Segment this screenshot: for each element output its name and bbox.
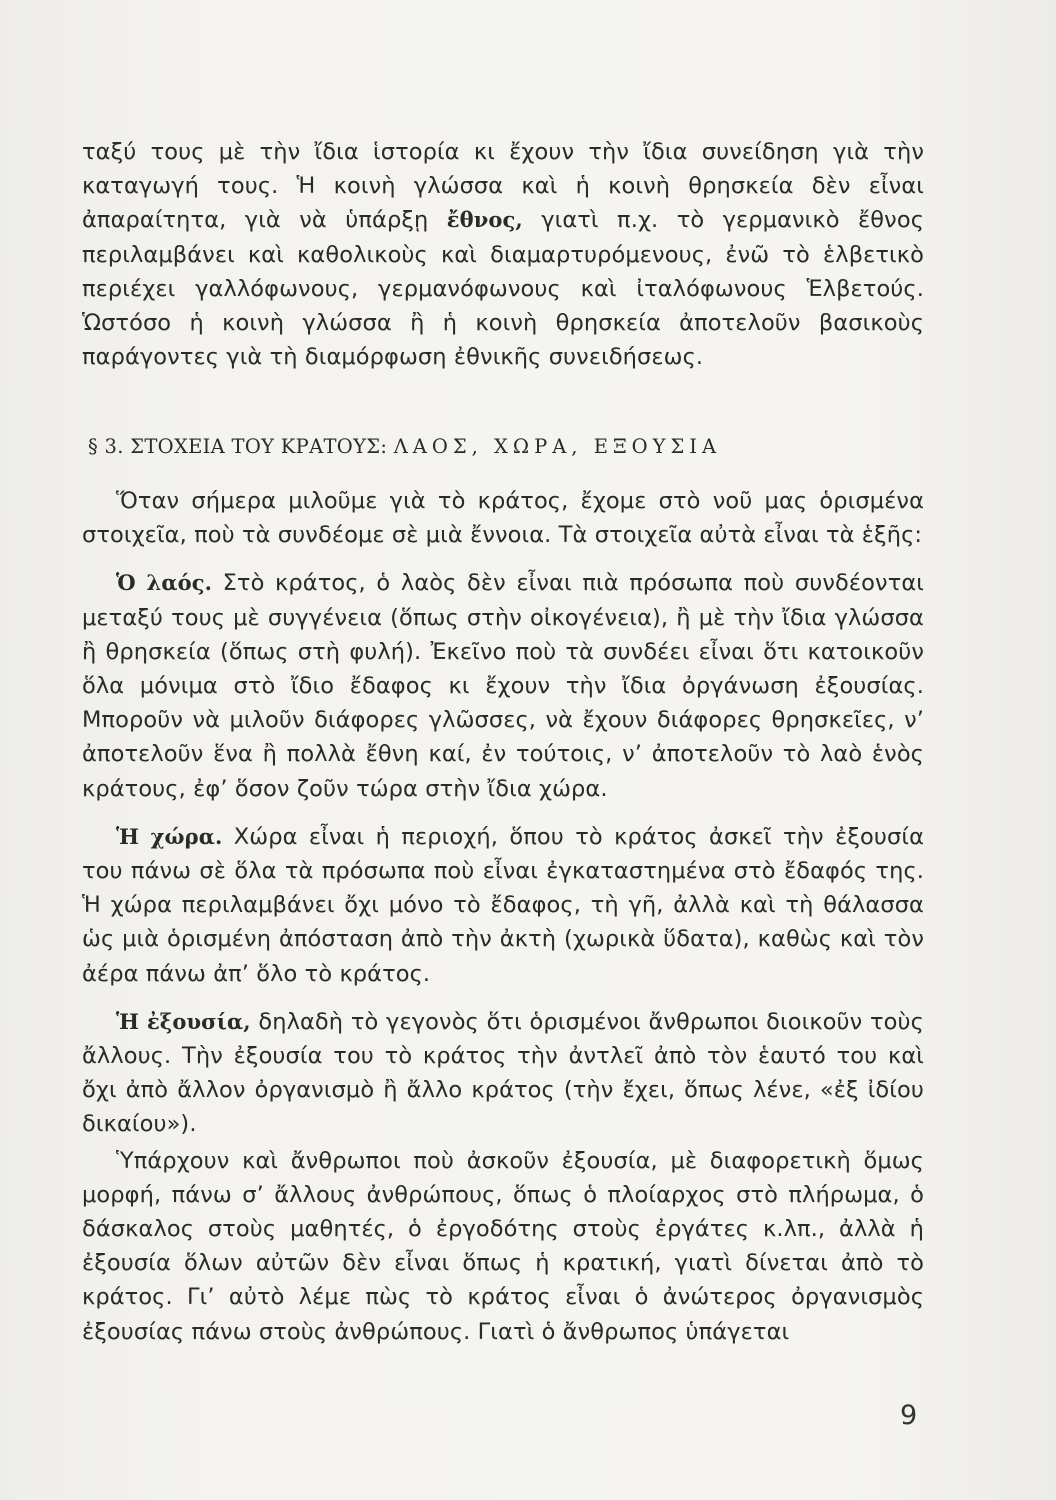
intro-text-part1: ταξύ τους μὲ τὴν ἴδια ἱστορία κι ἔχουν τὴν ἴδια συνείδηση γιὰ τὴν καταγωγή τους. Ἡ κοινὴ γλώσσα καὶ ἡ κοινὴ θρησκεία δὲν εἶναι ἀπαραίτητα, γιὰ νὰ ὑπάρξῃ [82, 139, 924, 234]
country-paragraph [82, 820, 924, 991]
intro-paragraph [82, 135, 924, 374]
section-title: ΣΤΟΧΕΙΑ ΤΟΥ ΚΡΑΤΟΥΣ: [130, 435, 388, 458]
section-elements: ΛΑΟΣ, ΧΩΡΑ, ΕΞΟΥΣΙΑ [393, 435, 722, 458]
authority-paragraph [82, 1005, 924, 1142]
section-number: § 3. [88, 435, 124, 458]
closing-paragraph: Ὑπάρχουν καὶ ἄνθρωποι ποὺ ἀσκοῦν ἐξουσία, μὲ διαφορετικὴ ὅμως μορφή, πάνω σ’ ἄλλους ἀνθρώπους, ὅπως ὁ πλοίαρχος στὸ πλήρωμα, ὁ δάσκαλος στοὺς μαθητές, ὁ ἐργοδότης στοὺς ἐργάτες κ.λπ., ἀλλὰ ἡ ἐξουσία ὅλων αὐτῶν δὲν εἶναι ὅπως ἡ κρατική, γιατὶ δίνεται ἀπὸ τὸ κράτος. Γι’ αὐτὸ λέμε πὼς τὸ κράτος εἶναι ὁ ἀνώτερος ὀργανισμὸς ἐξουσίας πάνω στοὺς ἀνθρώπους. Γιατὶ ὁ ἄνθρωπος ὑπάγεται [82, 1147, 924, 1345]
people-text: Στὸ κράτος, ὁ λαὸς δὲν εἶναι πιὰ πρόσωπα ποὺ συνδέονται μεταξύ τους μὲ συγγένεια (ὅπως στὴν οἰκογένεια), ἢ μὲ τὴν ἴδια γλώσσα ἢ θρησκεία (ὅπως στὴ φυλή). Ἐκεῖνο ποὺ τὰ συνδέει εἶναι ὅτι κατοικοῦν ὅλα μόνιμα στὸ ἴδιο ἔδαφος κι ἔχουν τὴν ἴδια ὀργάνωση ἐξουσίας. Μποροῦν νὰ μιλοῦν διάφορες γλῶσσες, νὰ ἔχουν διάφορες θρησκεῖες, ν’ ἀποτελοῦν ἕνα ἢ πολλὰ ἔθνη καί, ἐν τούτοις, ν’ ἀποτελοῦν τὸ λαὸ ἑνὸς κράτους, ἐφ’ ὅσον ζοῦν τώρα στὴν ἴδια χώρα. [82, 570, 924, 802]
body-text [82, 484, 924, 1349]
intro-text-part2: γιατὶ π.χ. τὸ γερμανικὸ ἔθνος περιλαμβάνει καὶ καθολικοὺς καὶ διαμαρτυρόμενους, ἐνῶ τὸ ἑλβετικὸ περιέχει γαλλόφωνους, γερμανόφωνους καὶ ἰταλόφωνους Ἑλβετούς. Ὡστόσο ἡ κοινὴ γλώσσα ἢ ἡ κοινὴ θρησκεία ἀποτελοῦν βασικοὺς παράγοντες γιὰ τὴ διαμόρφωση ἐθνικῆς συνειδήσεως. [82, 207, 924, 371]
term-country: Ἡ χώρα. [116, 823, 223, 849]
term-authority: Ἡ ἐξουσία, [116, 1008, 251, 1034]
opening-paragraph: Ὅταν σήμερα μιλοῦμε γιὰ τὸ κράτος, ἔχομε στὸ νοῦ μας ὁρισμένα στοιχεῖα, ποὺ τὰ συνδέομε σὲ μιὰ ἔννοια. Τὰ στοιχεῖα αὐτὰ εἶναι τὰ ἑξῆς: [82, 488, 924, 549]
section-heading [88, 435, 928, 458]
term-people: Ὁ λαός. [116, 570, 212, 596]
country-text: Χώρα εἶναι ἡ περιοχή, ὅπου τὸ κράτος ἀσκεῖ τὴν ἐξουσία του πάνω σὲ ὅλα τὰ πρόσωπα ποὺ εἶναι ἐγκαταστημένα στὸ ἔδαφός της. Ἡ χώρα περιλαμβάνει ὄχι μόνο τὸ ἔδαφος, τὴ γῆ, ἀλλὰ καὶ τὴ θάλασσα ὡς μιὰ ὁρισμένη ἀπόσταση ἀπὸ τὴν ἀκτὴ (χωρικὰ ὕδατα), καθὼς καὶ τὸν ἀέρα πάνω ἀπ’ ὅλο τὸ κράτος. [82, 823, 924, 987]
authority-text: δηλαδὴ τὸ γεγονὸς ὅτι ὁρισμένοι ἄνθρωποι διοικοῦν τοὺς ἄλλους. Τὴν ἐξουσία του τὸ κράτος τὴν ἀντλεῖ ἀπὸ τὸν ἑαυτό του καὶ ὄχι ἀπὸ ἄλλον ὀργανισμὸ ἢ ἄλλο κράτος (τὴν ἔχει, ὅπως λένε, «ἐξ ἰδίου δικαίου»). [82, 1008, 924, 1138]
term-ethnos: ἔθνος, [446, 207, 523, 233]
page-number: 9 [900, 1400, 918, 1431]
people-paragraph [82, 566, 924, 805]
